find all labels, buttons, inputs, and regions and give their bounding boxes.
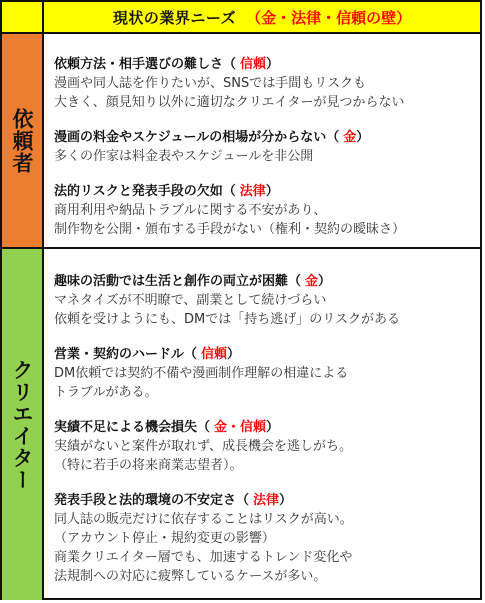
item-heading: 漫画の料金やスケジュールの相場が分からない（ 金）	[54, 130, 370, 145]
item-line: （アカウント停止・規約変更の影響）	[54, 531, 275, 546]
section-label-client	[2, 34, 44, 249]
section-body-client	[44, 34, 480, 249]
section-label-creator	[2, 249, 44, 600]
item-tag: 法律	[253, 493, 280, 508]
item-line: （特に若手の将来商業志望者）。	[54, 458, 243, 473]
header-title: 現状の業界ニーズ	[112, 8, 237, 27]
item-line: マネタイズが不明瞭で、副業として続けづらい	[54, 293, 327, 308]
item-line: 多くの作家は料金表やスケジュールを非公開	[54, 149, 314, 164]
table-header	[44, 2, 480, 34]
item-heading: 依頼方法・相手選びの難しさ（ 信頼）	[54, 57, 280, 72]
item-line: 制作物を公開・頒布する手段がない（権利・契約の曖昧さ）	[54, 222, 406, 237]
item-tag: 法律	[239, 184, 266, 199]
item-line: 漫画や同人誌を作りたいが、SNSでは手間もリスクも	[54, 76, 366, 91]
list-item	[54, 419, 480, 475]
header-corner-cell	[2, 2, 44, 34]
list-item	[54, 492, 480, 586]
section-body-creator	[44, 249, 480, 600]
item-heading: 発表手段と法的環境の不安定さ（ 法律）	[54, 493, 293, 508]
item-line: DM依頼では契約不備や漫画制作理解の相違による	[54, 366, 349, 381]
list-item	[54, 129, 480, 166]
item-line: トラブルがある。	[54, 385, 158, 400]
item-heading: 実績不足による機会損失（ 金・信頼）	[54, 420, 280, 435]
section-label-text: クリエイター	[10, 358, 34, 491]
item-heading: 営業・契約のハードル（ 信頼）	[54, 347, 241, 362]
list-item	[54, 56, 480, 112]
item-tag: 信頼	[240, 57, 267, 72]
item-line: 法規制への対応に疲弊しているケースが多い。	[54, 569, 327, 584]
item-line: 同人誌の販売だけに依存することはリスクが高い。	[54, 512, 353, 527]
item-heading: 趣味の活動では生活と創作の両立が困難（ 金）	[54, 274, 332, 289]
item-heading: 法的リスクと発表手段の欠如（ 法律）	[54, 184, 279, 199]
item-line: 大きく、顔見知り以外に適切なクリエイターが見つからない	[54, 95, 405, 110]
header-subtitle: （金・法律・信頼の壁）	[246, 8, 412, 27]
item-line: 実績がないと案件が取れず、成長機会を逃しがち。	[54, 439, 352, 454]
item-line: 商用利用や納品トラブルに関する不安があり、	[54, 203, 327, 218]
item-tag: 信頼	[201, 347, 228, 362]
section-label-text: 依頼者	[10, 107, 34, 174]
item-tag: 金	[343, 130, 357, 145]
list-item	[54, 346, 480, 402]
item-tag: 金・信頼	[214, 420, 267, 435]
list-item	[54, 183, 480, 239]
item-tag: 金	[305, 274, 319, 289]
list-item	[54, 273, 480, 329]
item-line: 依頼を受けようにも、DMでは「持ち逃げ」のリスクがある	[54, 312, 400, 327]
item-line: 商業クリエイター層でも、加速するトレンド変化や	[54, 550, 353, 565]
